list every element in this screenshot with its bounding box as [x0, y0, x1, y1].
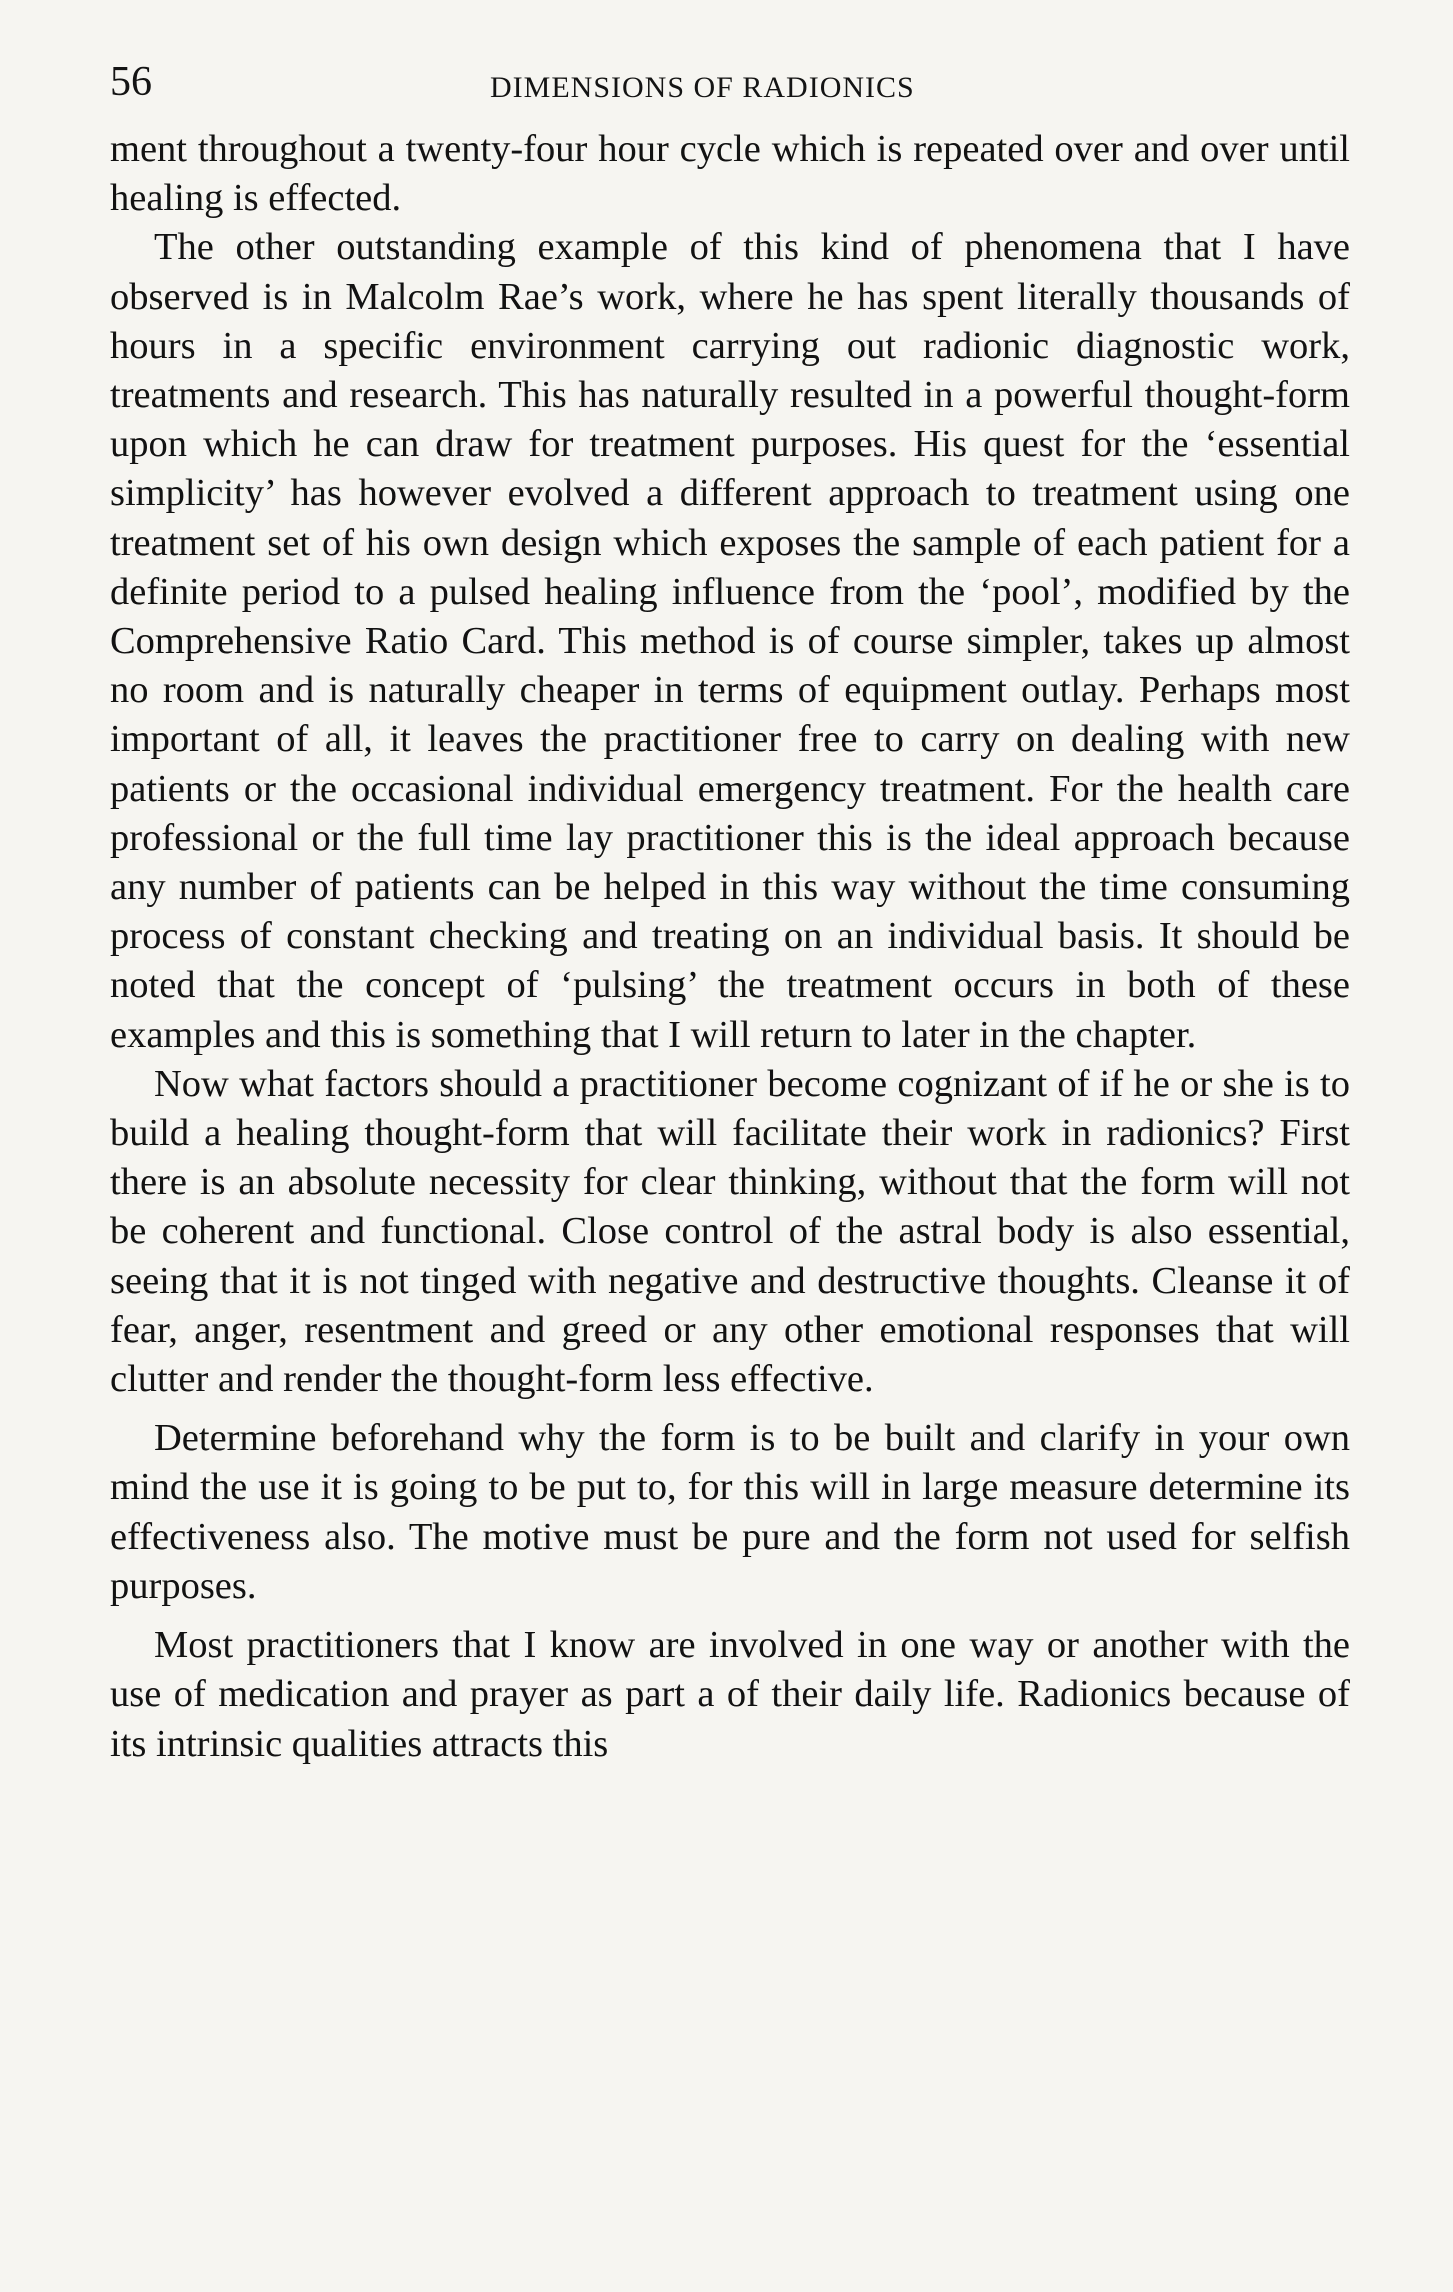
paragraph-5: Most practitioners that I know are involved in one way or another with the use of medication and prayer as part a of their daily life. Radionics because of its intrinsic qualities attracts this	[110, 1624, 1350, 1765]
body-text	[110, 125, 1350, 1769]
paragraph-4: Determine beforehand why the form is to be built and clarify in your own mind the use it is going to be put to, for this will in large measure determine its effectiveness also. The motive must be pure and the form not used for selfish purposes.	[110, 1417, 1350, 1607]
running-title: DIMENSIONS OF RADIONICS	[490, 71, 915, 104]
paragraph-2: The other outstanding example of this kind of phenomena that I have observed is in Malcolm Rae’s work, where he has spent literally thousands of hours in a specific environment carrying out radionic diagnostic work, treatments and research. This has naturally resulted in a powerful thought-form upon which he can draw for treatment purposes. His quest for the ‘essential simplicity’ has however evolved a different approach to treatment using one treatment set of his own design which exposes the sample of each patient for a definite period to a pulsed healing influence from the ‘pool’, modified by the Comprehensive Ratio Card. This method is of course simpler, takes up almost no room and is naturally cheaper in terms of equipment outlay. Perhaps most important of all, it leaves the practitioner free to carry on dealing with new patients or the occasional individual emergency treatment. For the health care professional or the full time lay practitioner this is the ideal approach because any number of patients can be helped in this way without the time consuming process of constant checking and treating on an individual basis. It should be noted that the concept of ‘pulsing’ the treatment occurs in both of these examples and this is something that I will return to later in the chapter.	[110, 226, 1350, 1056]
paragraph-1: ment throughout a twenty-four hour cycle which is repeated over and over until healing is effected.	[110, 128, 1350, 220]
paragraph-3: Now what factors should a practitioner become cognizant of if he or she is to build a healing thought-form that will facilitate their work in radionics? First there is an absolute necessity for clear thinking, without that the form will not be coherent and functional. Close control of the astral body is also essential, seeing that it is not tinged with negative and destructive thoughts. Cleanse it of fear, anger, resentment and greed or any other emotional responses that will clutter and render the thought-form less effective.	[110, 1062, 1350, 1401]
page-number: 56	[110, 59, 152, 105]
running-head	[110, 52, 1350, 112]
